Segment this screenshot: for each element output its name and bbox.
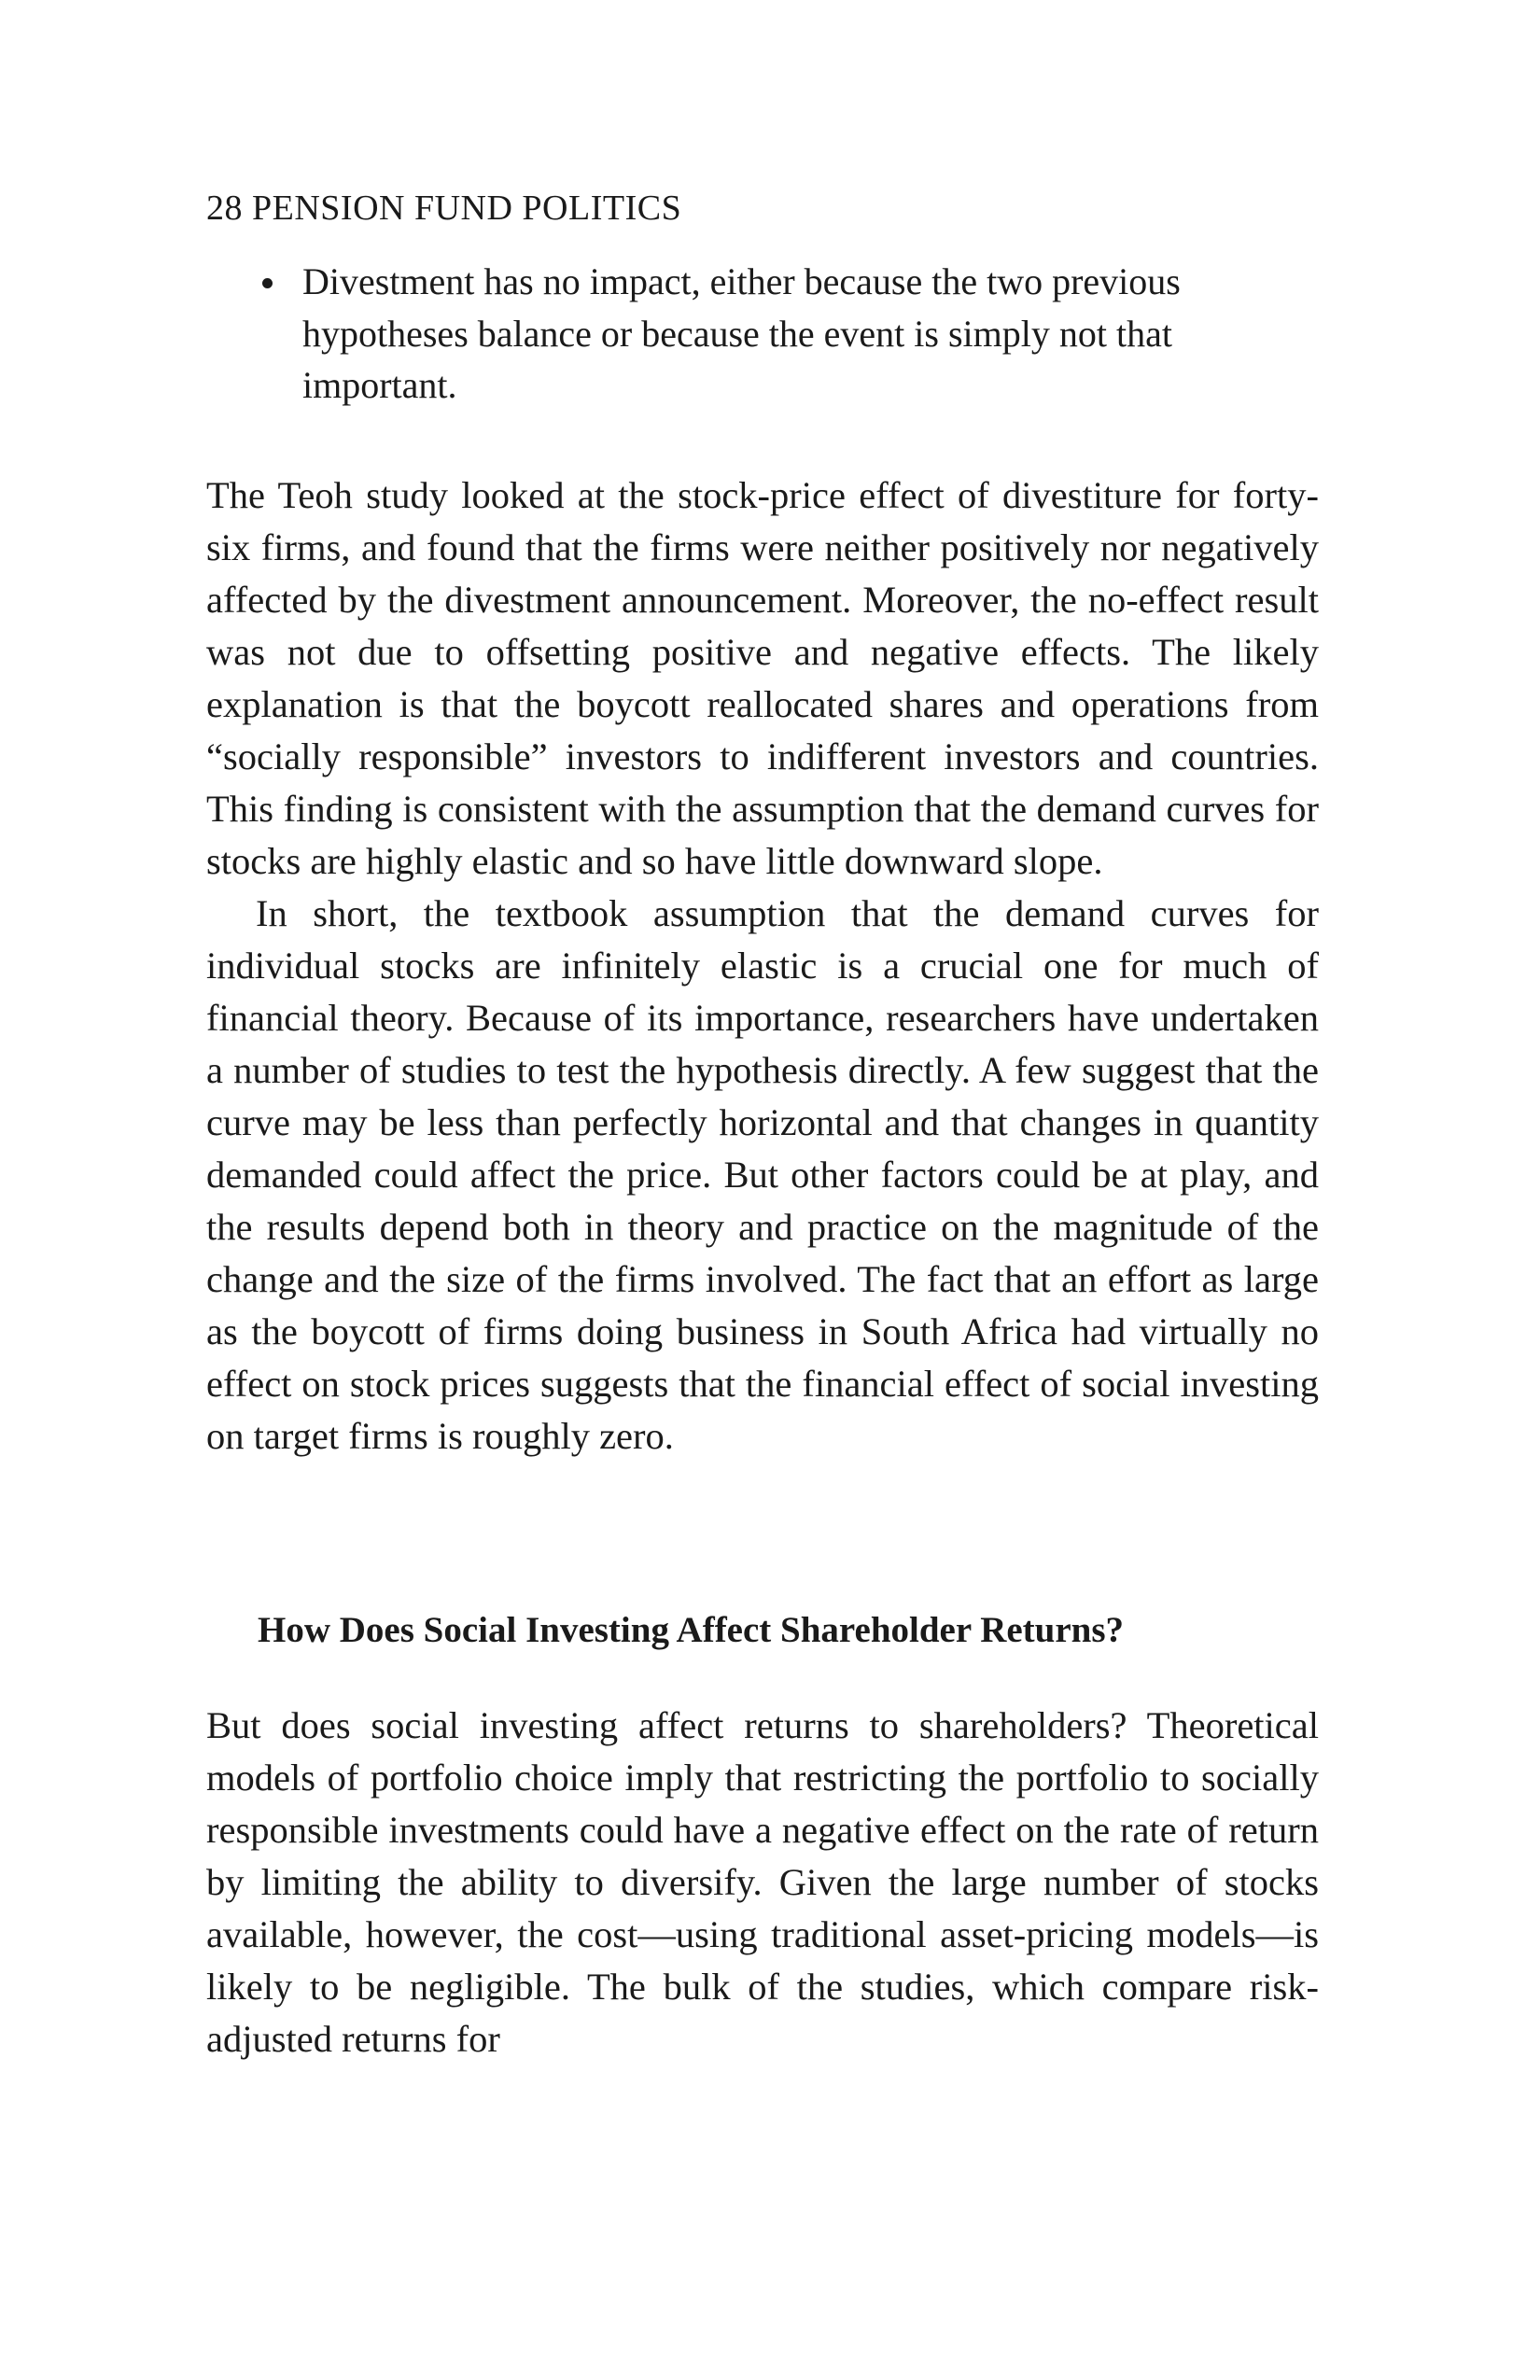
section-heading: How Does Social Investing Affect Shareholder Returns? bbox=[258, 1609, 1125, 1650]
running-head: 28 PENSION FUND POLITICS bbox=[206, 189, 682, 228]
bullet-list bbox=[206, 256, 1319, 412]
bullet-item bbox=[302, 256, 1319, 412]
bullet-text: Divestment has no impact, either because the two previous hypotheses balance or because the event is simply not that important. bbox=[302, 260, 1181, 406]
book-page bbox=[206, 187, 1319, 2065]
bullet-point-icon bbox=[262, 278, 273, 288]
paragraph-shareholder-returns: But does social investing affect returns to shareholders? Theoretical models of portfolio choice imply that restricting the portfolio to socially responsible investments could have a negative effect on the rate of return by limiting the ability to diversify. Given the large number of stocks available, however, the cost—using traditional asset-pricing models—is likely to be negligible. The bulk of the studies, which compare risk-adjusted returns for bbox=[206, 1703, 1319, 2060]
paragraph-in-short: In short, the textbook assumption that the demand curves for individual stocks are infinitely elastic is a crucial one for much of financial theory. Because of its importance, researchers have undertaken a number of studies to test the hypothesis directly. A few suggest that the curve may be less than perfectly horizontal and that changes in quantity demanded could affect the price. But other factors could be at play, and the results depend both in theory and practice on the magnitude of the change and the size of the firms involved. The fact that an effort as large as the boycott of firms doing business in South Africa had virtually no effect on stock prices suggests that the financial effect of social investing on target firms is roughly zero. bbox=[206, 891, 1319, 1457]
paragraph-teoh-study: The Teoh study looked at the stock-price effect of divestiture for forty-six firms, and found that the firms were neither positively nor negatively affected by the divestment announcement. Moreover, the no-effect result was not due to offsetting positive and negative effects. The likely explanation is that the boycott reallocated shares and operations from “socially responsible” investors to indifferent investors and countries. This finding is consistent with the assumption that the demand curves for stocks are highly elastic and so have little downward slope. bbox=[206, 473, 1319, 882]
